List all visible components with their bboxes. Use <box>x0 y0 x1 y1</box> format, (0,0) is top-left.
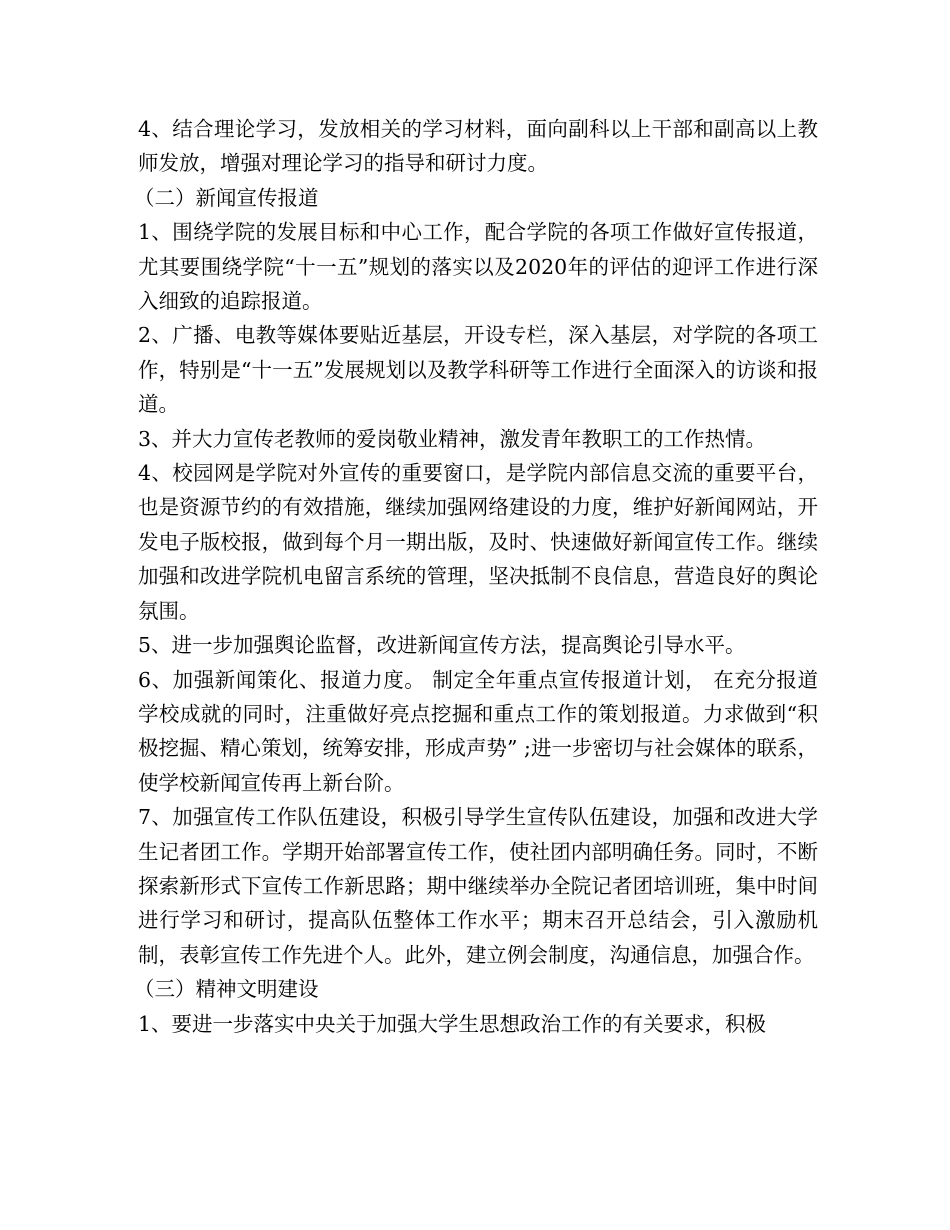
section-heading-spiritual-civilization: （三）精神文明建设 <box>134 977 319 1002</box>
paragraph-news-1: 1、围绕学院的发展目标和中心工作，配合学院的各项工作做好宣传报道，尤其要围绕学院“十一五”规划的落实以及2020年的评估的迎评工作进行深入细致的追踪报道。 <box>138 220 818 314</box>
paragraph-news-4: 4、校园网是学院对外宣传的重要窗口，是学院内部信息交流的重要平台，也是资源节约的有效措施，继续加强网络建设的力度，维护好新闻网站，开发电子版校报，做到每个月一期出版，及时、快速做好新闻宣传工作。继续加强和改进学院机电留言系统的管理，坚决抵制不良信息，营造良好的舆论氛围。 <box>138 461 818 623</box>
paragraph-news-3: 3、并大力宣传老教师的爱岗敬业精神，激发青年教职工的工作热情。 <box>138 426 767 451</box>
paragraph-news-2: 2、广播、电教等媒体要贴近基层，开设专栏，深入基层，对学院的各项工作，特别是“十一五”发展规划以及教学科研等工作进行全面深入的访谈和报道。 <box>138 323 818 417</box>
document-page <box>134 112 818 1041</box>
paragraph-civilization-1: 1、要进一步落实中央关于加强大学生思想政治工作的有关要求，积极 <box>138 1011 767 1036</box>
paragraph-theory-study-4: 4、结合理论学习，发放相关的学习材料，面向副科以上干部和副高以上教师发放，增强对理论学习的指导和研讨力度。 <box>138 117 818 176</box>
paragraph-news-5: 5、进一步加强舆论监督，改进新闻宣传方法，提高舆论引导水平。 <box>138 633 746 658</box>
paragraph-news-6: 6、加强新闻策化、报道力度。 制定全年重点宣传报道计划， 在充分报道学校成就的同时，注重做好亮点挖掘和重点工作的策划报道。力求做到“积极挖掘、精心策划，统筹安排，形成声势” ;进一步密切与社会媒体的联系，使学校新闻宣传再上新台阶。 <box>138 667 818 795</box>
paragraph-news-7: 7、加强宣传工作队伍建设，积极引导学生宣传队伍建设，加强和改进大学生记者团工作。学期开始部署宣传工作，使社团内部明确任务。同时，不断探索新形式下宣传工作新思路；期中继续举办全院记者团培训班，集中时间进行学习和研讨，提高队伍整体工作水平；期末召开总结会，引入激励机制，表彰宣传工作先进个人。此外，建立例会制度，沟通信息，加强合作。 <box>138 805 818 967</box>
section-heading-news-publicity: （二）新闻宣传报道 <box>134 185 319 210</box>
